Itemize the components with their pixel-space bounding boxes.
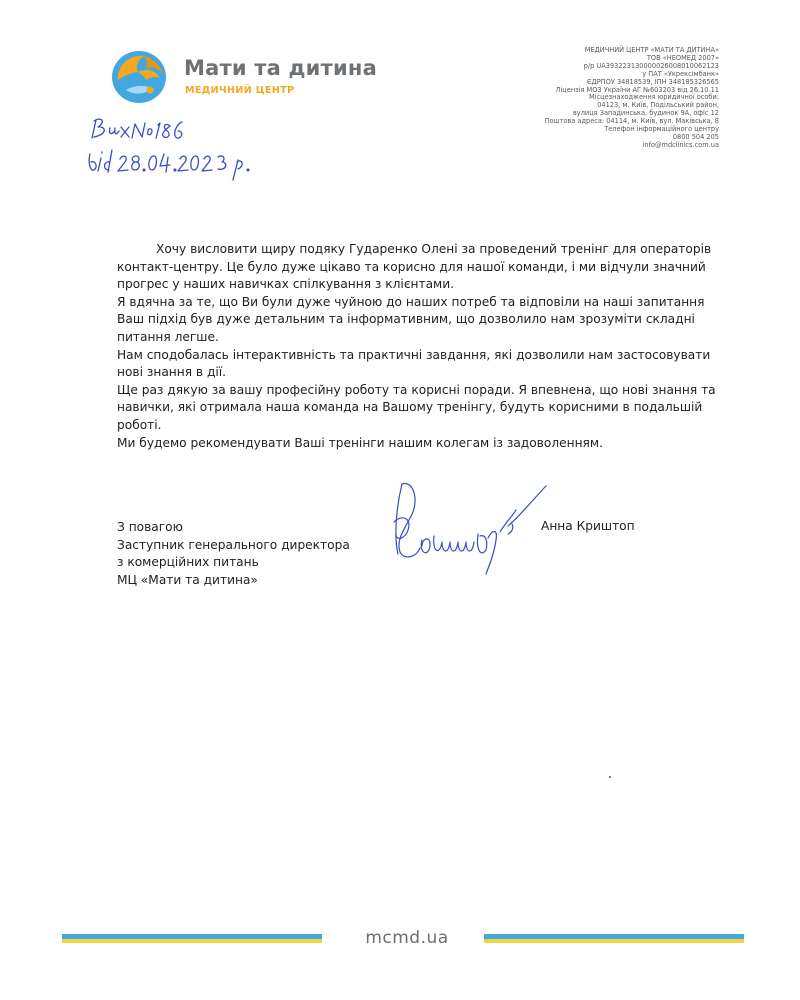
requisite-line: 0800 504 205: [672, 132, 719, 141]
closing-line: З повагою: [117, 520, 183, 534]
body-paragraph: Ми будемо рекомендувати Ваші тренінги нашим колегам із задоволенням.: [117, 435, 603, 450]
letter-body: [117, 241, 727, 452]
requisite-line: Місцезнаходження юридичної особи:: [588, 93, 719, 102]
brand-name: Мати та дитина: [184, 56, 377, 80]
closing-line: з комерційних питань: [117, 555, 259, 570]
body-paragraph: Нам сподобалась інтерактивність та практичні завдання, які дозволили нам застосовувати нові знання в дії.: [117, 347, 711, 380]
requisite-line: у ПАТ «Укрексімбанк»: [642, 69, 719, 78]
requisite-line: info@mdclinics.com.ua: [642, 140, 719, 149]
footer-website: mcmd.ua: [365, 928, 449, 948]
requisite-line: МЕДИЧНИЙ ЦЕНТР «МАТИ ТА ДИТИНА»: [584, 46, 719, 54]
footer-stripe-left: [62, 934, 322, 943]
requisite-line: Ліцензія МОЗ України АГ №603203 від 26.10.11: [555, 85, 719, 94]
requisite-line: Поштова адреса: 04114, м. Київ, вул. Маківська, 8: [544, 117, 719, 126]
brand-subtitle: МЕДИЧНИЙ ЦЕНТР: [185, 85, 295, 96]
signer-name: Анна Криштоп: [541, 519, 635, 533]
handwritten-signature: [388, 478, 553, 578]
closing-line: Заступник генерального директора: [117, 537, 350, 552]
body-paragraph: Я вдячна за те, що Ви були дуже чуйною до наших потреб та відповіли на наші запитання: [117, 294, 705, 309]
requisite-line: вулиця Западинська, будинок 9А, офіс 12: [572, 109, 719, 118]
body-paragraph: Ще раз дякую за вашу професійну роботу та корисні поради. Я впевнена, що нові знання та навички, які отримала наша команда на Вашому тренінгу, будуть корисними в подальшій роботі.: [117, 382, 716, 432]
requisite-line: ЄДРПОУ 34818539, ІПН 348185326565: [586, 77, 719, 86]
stray-dot: [609, 776, 611, 778]
footer-stripe-right: [484, 934, 744, 943]
company-requisites: [439, 47, 719, 150]
requisite-line: р/р UA393223130000026008010062123: [583, 61, 719, 70]
closing-line: МЦ «Мати та дитина»: [117, 572, 258, 587]
requisite-line: 04123, м. Київ, Подільський район,: [597, 101, 719, 110]
body-paragraph: Ваш підхід був дуже детальним та інформативним, що дозволило нам зрозуміти складні питання легше.: [117, 312, 695, 344]
mother-child-logo-icon: [108, 46, 170, 106]
requisite-line: Телефон інформаційного центру: [604, 125, 719, 134]
closing-block: [117, 519, 350, 589]
requisite-line: ТОВ «НЕОМЕД 2007»: [646, 53, 719, 62]
handwritten-reference: [82, 114, 282, 184]
body-paragraph: Хочу висловити щиру подяку Гударенко Олені за проведений тренінг для операторів контакт-центру. Це було дуже цікаво та корисно для нашої команди, і ми відчули значний прогрес у наших навичках спілкування з клієнтами.: [117, 242, 712, 292]
